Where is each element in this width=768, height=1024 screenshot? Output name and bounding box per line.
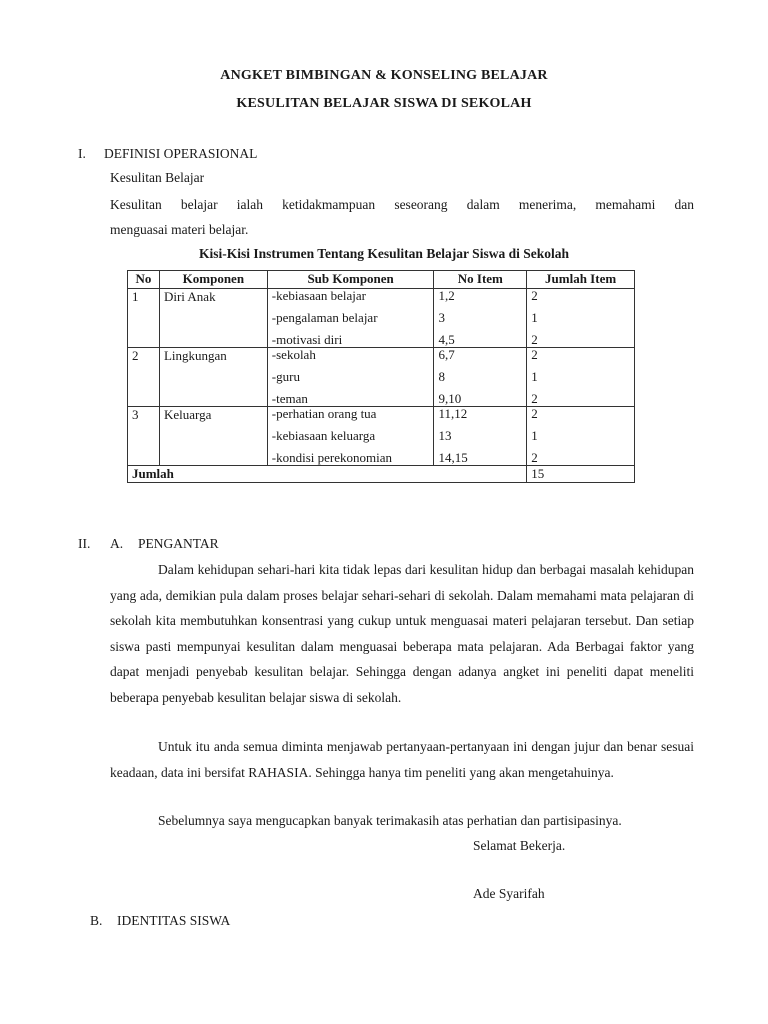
row-komponen: Lingkungan <box>159 348 267 407</box>
no-item-value: 9,10 <box>438 391 462 406</box>
jumlah-item-value: 1 <box>531 369 538 384</box>
sub-komponen-item: -kebiasaan keluarga <box>271 428 376 443</box>
sub-komponen-item: -motivasi diri <box>271 332 343 347</box>
section-1-number: I. <box>78 146 86 161</box>
jumlah-item-value: 2 <box>531 332 538 347</box>
definition-line-1: Kesulitan belajar ialah ketidakmampuan seseorang dalam menerima, memahami dan <box>110 197 694 212</box>
table-title: Kisi-Kisi Instrumen Tentang Kesulitan Belajar Siswa di Sekolah <box>199 246 569 261</box>
row-jumlah-item <box>527 348 635 407</box>
no-item-value: 11,12 <box>438 406 468 421</box>
section-b-letter: B. <box>90 913 103 928</box>
table-row <box>128 289 635 348</box>
document-title: ANGKET BIMBINGAN & KONSELING BELAJAR <box>220 68 548 83</box>
section-2-letter: A. <box>110 536 124 551</box>
table-row <box>128 407 635 466</box>
row-no-item <box>434 289 527 348</box>
row-no-item <box>434 348 527 407</box>
intro-paragraph-1 <box>110 557 694 710</box>
sub-komponen-item: -teman <box>271 391 308 406</box>
no-item-value: 13 <box>438 428 452 443</box>
no-item-value: 4,5 <box>438 332 455 347</box>
intro-paragraph-3: Sebelumnya saya mengucapkan banyak terimakasih atas perhatian dan partisipasinya. <box>158 813 622 828</box>
total-label: Jumlah <box>128 466 527 483</box>
row-no: 2 <box>128 348 160 407</box>
no-item-value: 1,2 <box>438 288 455 303</box>
sub-komponen-item: -kebiasaan belajar <box>271 288 366 303</box>
row-sub-komponen <box>267 407 434 466</box>
header-komponen: Komponen <box>159 271 267 289</box>
row-no-item <box>434 407 527 466</box>
sub-komponen-item: -perhatian orang tua <box>271 406 377 421</box>
header-no-item: No Item <box>434 271 527 289</box>
no-item-value: 6,7 <box>438 347 455 362</box>
row-jumlah-item <box>527 407 635 466</box>
no-item-value: 14,15 <box>438 450 468 465</box>
table-row <box>128 348 635 407</box>
row-no: 1 <box>128 289 160 348</box>
jumlah-item-value: 2 <box>531 288 538 303</box>
header-no: No <box>128 271 160 289</box>
definition-term: Kesulitan Belajar <box>110 170 205 185</box>
intro-paragraph-2-text: Untuk itu anda semua diminta menjawab pertanyaan-pertanyaan ini dengan jujur dan benar sesuai keadaan, data ini bersifat RAHASIA. Sehingga hanya tim peneliti yang akan mengetahuinya. <box>110 739 694 780</box>
intro-paragraph-2 <box>110 734 694 785</box>
sub-komponen-item: -sekolah <box>271 347 316 362</box>
section-1-heading: DEFINISI OPERASIONAL <box>104 146 258 161</box>
header-jumlah-item: Jumlah Item <box>527 271 635 289</box>
section-2-number: II. <box>78 536 91 551</box>
section-2-heading: PENGANTAR <box>138 536 219 551</box>
intro-paragraph-1-text: Dalam kehidupan sehari-hari kita tidak lepas dari kesulitan hidup dan berbagai masalah kehidupan yang ada, demikian pula dalam proses belajar sehari-sehari di sekolah. Dalam memahami mata pelajaran di sekolah kita membutuhkan konsentrasi yang cukup untuk menguasai materi pelajaran tersebut. Dan setiap siswa pasti mempunyai kesulitan dalam menguasai beberapa mata pelajaran. Ada Berbagai faktor yang dapat menjadi penyebab kesulitan belajar. Sehingga dengan adanya angket ini peneliti dapat meneliti beberapa penyebab kesulitan belajar siswa di sekolah. <box>110 562 694 705</box>
sub-komponen-item: -pengalaman belajar <box>271 310 378 325</box>
jumlah-item-value: 2 <box>531 450 538 465</box>
closing-text: Selamat Bekerja. <box>473 838 566 853</box>
sub-komponen-item: -kondisi perekonomian <box>271 450 393 465</box>
total-value: 15 <box>527 466 635 483</box>
section-b-heading: IDENTITAS SISWA <box>117 913 231 928</box>
jumlah-item-value: 1 <box>531 310 538 325</box>
header-sub-komponen: Sub Komponen <box>267 271 434 289</box>
jumlah-item-value: 1 <box>531 428 538 443</box>
row-komponen: Diri Anak <box>159 289 267 348</box>
row-komponen: Keluarga <box>159 407 267 466</box>
row-sub-komponen <box>267 289 434 348</box>
document-subtitle: KESULITAN BELAJAR SISWA DI SEKOLAH <box>236 96 532 111</box>
row-no: 3 <box>128 407 160 466</box>
author-name: Ade Syarifah <box>473 886 545 901</box>
sub-komponen-item: -guru <box>271 369 300 384</box>
row-jumlah-item <box>527 289 635 348</box>
definition-line-2: menguasai materi belajar. <box>110 222 249 237</box>
table-header-row <box>128 271 635 289</box>
kisi-kisi-table <box>127 270 635 483</box>
jumlah-item-value: 2 <box>531 391 538 406</box>
table-total-row <box>128 466 635 483</box>
jumlah-item-value: 2 <box>531 406 538 421</box>
no-item-value: 8 <box>438 369 445 384</box>
no-item-value: 3 <box>438 310 445 325</box>
jumlah-item-value: 2 <box>531 347 538 362</box>
row-sub-komponen <box>267 348 434 407</box>
